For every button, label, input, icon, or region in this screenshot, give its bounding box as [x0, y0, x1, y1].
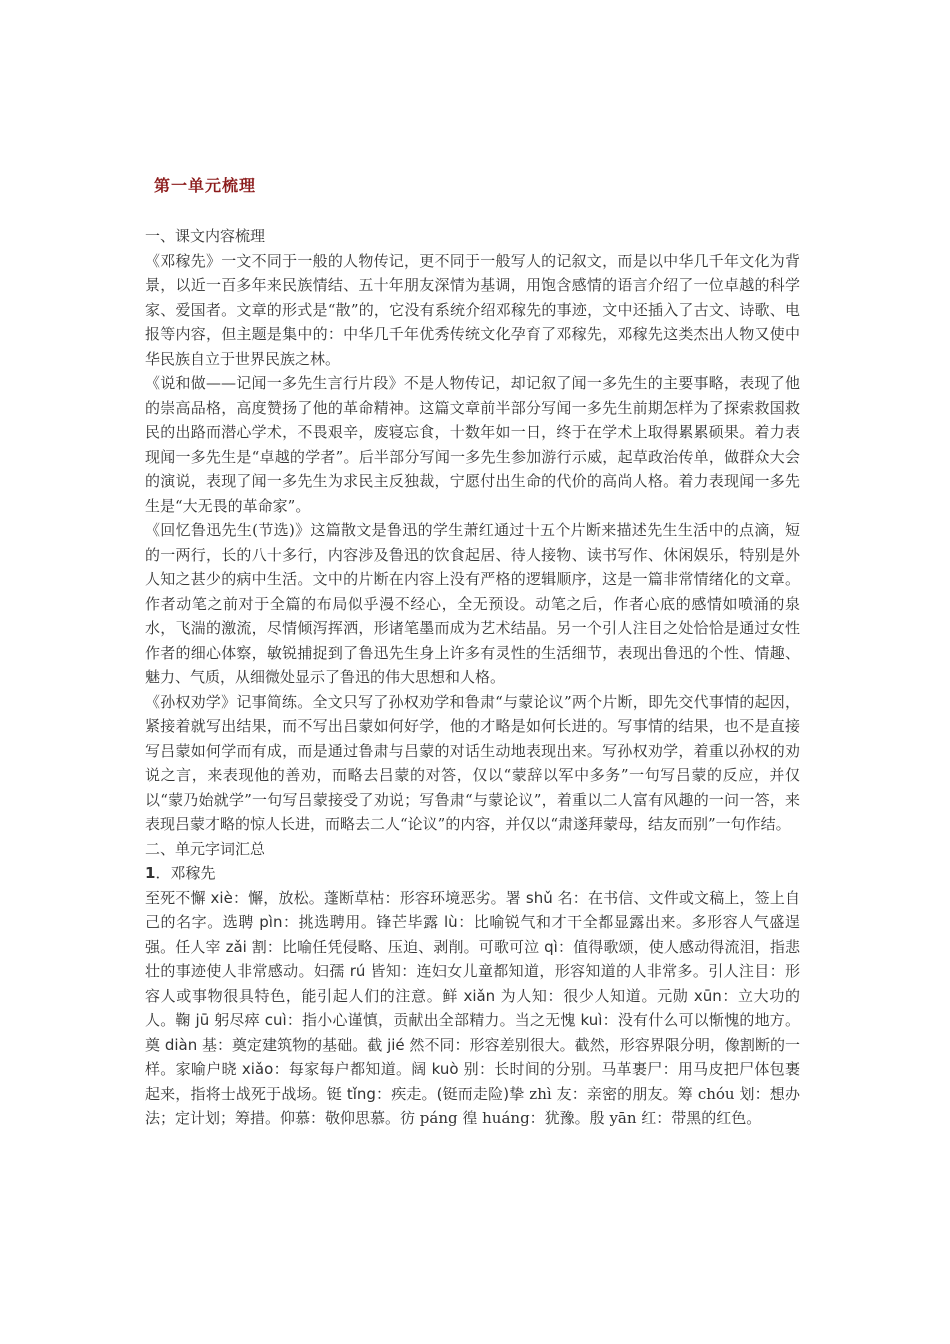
pinyin: ：犹豫。殷 [529, 1109, 610, 1127]
pinyin: diàn [164, 1035, 198, 1054]
pinyin: xiǎn [463, 986, 496, 1005]
pinyin: 友：亲密的朋友。筹 [551, 1084, 698, 1103]
paragraph-shuo-he-zuo: 《说和做——记闻一多先生言行片段》不是人物传记，却记叙了闻一多先生的主要事略，表现了他的崇高品格，高度赞扬了他的革命精神。这篇文章前半部分写闻一多先生前期怎样为了探索救国救民的出路而潜心学术，不畏艰辛，废寝忘食，十数年如一日，终于在学术上取得累累硕果。着力表现闻一多先生是“卓越的学者”。后半部分写闻一多先生参加游行示威，起草政治传单，做群众大会的演说，表现了闻一多先生为求民主反独裁，宁愿付出生命的代价的高尚人格。着力表现闻一多先生是“大无畏的革命家”。 [145, 374, 800, 515]
paragraph-lu-xun-memoir: 《回忆鲁迅先生(节选)》这篇散文是鲁迅的学生萧红通过十五个片断来描述先生生活中的点滴，短的一两行，长的八十多行，内容涉及鲁迅的饮食起居、待人接物、读书写作、休闲娱乐，特别是外人知之甚少的病中生活。文中的片断在内容上没有严格的逻辑顺序，这是一篇非常情绪化的文章。作者动笔之前对于全篇的布局似乎漫不经心，全无预设。动笔之后，作者心底的感情如喷涌的泉水，飞湍的激流，尽情倾泻挥洒，形诸笔墨而成为艺术结晶。另一个引人注目之处恰恰是通过女性作者的细心体察，敏锐捕捉到了鲁迅先生身上许多有灵性的生活细节，表现出鲁迅的个性、情趣、魅力、气质，从细微处显示了鲁迅的伟大思想和人格。 [145, 521, 800, 686]
pinyin: 徨 [457, 1109, 483, 1127]
pinyin: qì [544, 937, 558, 956]
pinyin: xiè [210, 888, 233, 907]
paragraph-sun-quan: 《孙权劝学》记事简练。全文只写了孙权劝学和鲁肃“与蒙论议”两个片断，即先交代事情的起因，紧接着就写出结果，而不写出吕蒙如何好学，他的才略是如何长进的。写事情的结果，也不是直接写吕蒙如何学而有成，而是通过鲁肃与吕蒙的对话生动地表现出来。写孙权劝学，着重以孙权的劝说之言，来表现他的善劝，而略去吕蒙的对答，仅以“蒙辞以军中多务”一句写吕蒙的反应，并仅以“蒙乃始就学”一句写吕蒙接受了劝说；写鲁肃“与蒙论议”，着重以二人富有风趣的一问一答，来表现吕蒙才略的惊人长进，而略去二人“论议”的内容，并仅以“肃遂拜蒙母，结友而别”一句作结。 [145, 692, 800, 833]
vocab-text: ：比喻锐气和才干全都显露出来。多形容人气盛逞强。任人宰 [145, 913, 800, 956]
pinyin: kuì [580, 1011, 603, 1029]
pinyin: shǔ [525, 888, 553, 907]
page-title: 第一单元梳理 [154, 176, 257, 195]
vocab-text: chóu [697, 1084, 735, 1103]
pinyin: jū [195, 1011, 210, 1029]
vocab-text: ：挑选聘用。锋芒毕露 [282, 913, 444, 931]
vocab-text: ：立大功的人。鞠 [145, 986, 800, 1029]
vocab-text: ：每家每户都知道。阔 [273, 1060, 432, 1078]
document-body [145, 224, 800, 1131]
vocab-text: 名：在书信、文件或文稿上，签上自己的名字。选聘 [145, 888, 800, 931]
pinyin: xūn [693, 986, 722, 1005]
subsection-title: ．邓稼先 [155, 864, 216, 882]
vocab-text: yān [609, 1109, 637, 1127]
vocab-text: ：指小心谨慎，贡献出全部精力。当之无愧 [286, 1011, 581, 1029]
vocab-text: ：值得歌颂，使人感动得流泪，指悲壮的事迹使人非常感动。妇孺 [145, 937, 800, 980]
vocab-text: páng [419, 1109, 458, 1127]
vocab-text: 割：比喻任凭侵略、压迫、剥削。可歌可泣 [246, 937, 545, 956]
section-heading-vocabulary: 二、单元字词汇总 [145, 839, 266, 858]
vocab-text: 挚 [509, 1084, 530, 1103]
vocab-text: ：疾走。 [375, 1084, 437, 1103]
paragraph-deng-jiaxian: 《邓稼先》一文不同于一般的人物传记，更不同于一般写人的记叙文，而是以中华几千年文化为背景，以近一百多年来民族情结、五十年朋友深情为基调，用饱含感情的语言介绍了一位卓越的科学家、爱国者。文章的形式是“散”的，它没有系统介绍邓稼先的事迹，文中还插入了古文、诗歌、电报等内容，但主题是集中的：中华几千年优秀传统文化孕育了邓稼先，邓稼先这类杰出人物又使中华民族自立于世界民族之林。 [145, 251, 800, 368]
vocab-text: ：没有什么可以惭愧的地方。奠 [145, 1011, 800, 1054]
vocab-text: 皆知：连妇女儿童都知道，形容知道的人非常多。引人注目：形容人或事物很具特色，能引起人们的注意。鲜 [145, 962, 800, 1005]
pinyin: kuò [431, 1060, 459, 1078]
subsection-heading-deng-jiaxian [145, 861, 800, 886]
pinyin: xiǎo [241, 1060, 274, 1078]
vocab-text: 至死不懈 [145, 888, 211, 907]
pinyin: pìn [259, 913, 283, 931]
pinyin: rú [349, 962, 366, 980]
pinyin: cuì [264, 1011, 287, 1029]
pinyin: zǎi [225, 937, 247, 956]
pinyin: 划：想办法；定计划；筹措。仰慕：敬仰思慕。彷 [145, 1084, 800, 1127]
vocabulary-list [145, 886, 800, 1131]
vocab-text: 为人知：很少人知道。元勋 [495, 986, 694, 1005]
pinyin: 红：带黑的红色。 [636, 1109, 762, 1127]
pinyin: jié [387, 1035, 405, 1054]
pinyin: tǐng [346, 1084, 376, 1103]
vocab-text: 别：长时间的分别。马革裹尸：用马皮把尸体包裹起来，指将士战死于战场。铤 [145, 1060, 800, 1103]
pinyin: lù [443, 913, 458, 931]
vocab-text: 基：奠定建筑物的基础。截 [197, 1035, 388, 1054]
section-heading-content-review: 一、课文内容梳理 [145, 227, 266, 245]
vocab-text: zhì [529, 1084, 552, 1103]
pinyin: (铤而走险) [436, 1084, 510, 1103]
vocab-text: huáng [482, 1109, 530, 1127]
vocab-text: 躬尽瘁 [209, 1011, 265, 1029]
subsection-number: 1 [145, 864, 156, 882]
vocab-text: ：懈，放松。蓬断草枯：形容环境恶劣。署 [232, 888, 526, 907]
vocab-text: 然不同：形容差别很大。截然，形容界限分明，像割断的一样。家喻户晓 [145, 1035, 800, 1078]
